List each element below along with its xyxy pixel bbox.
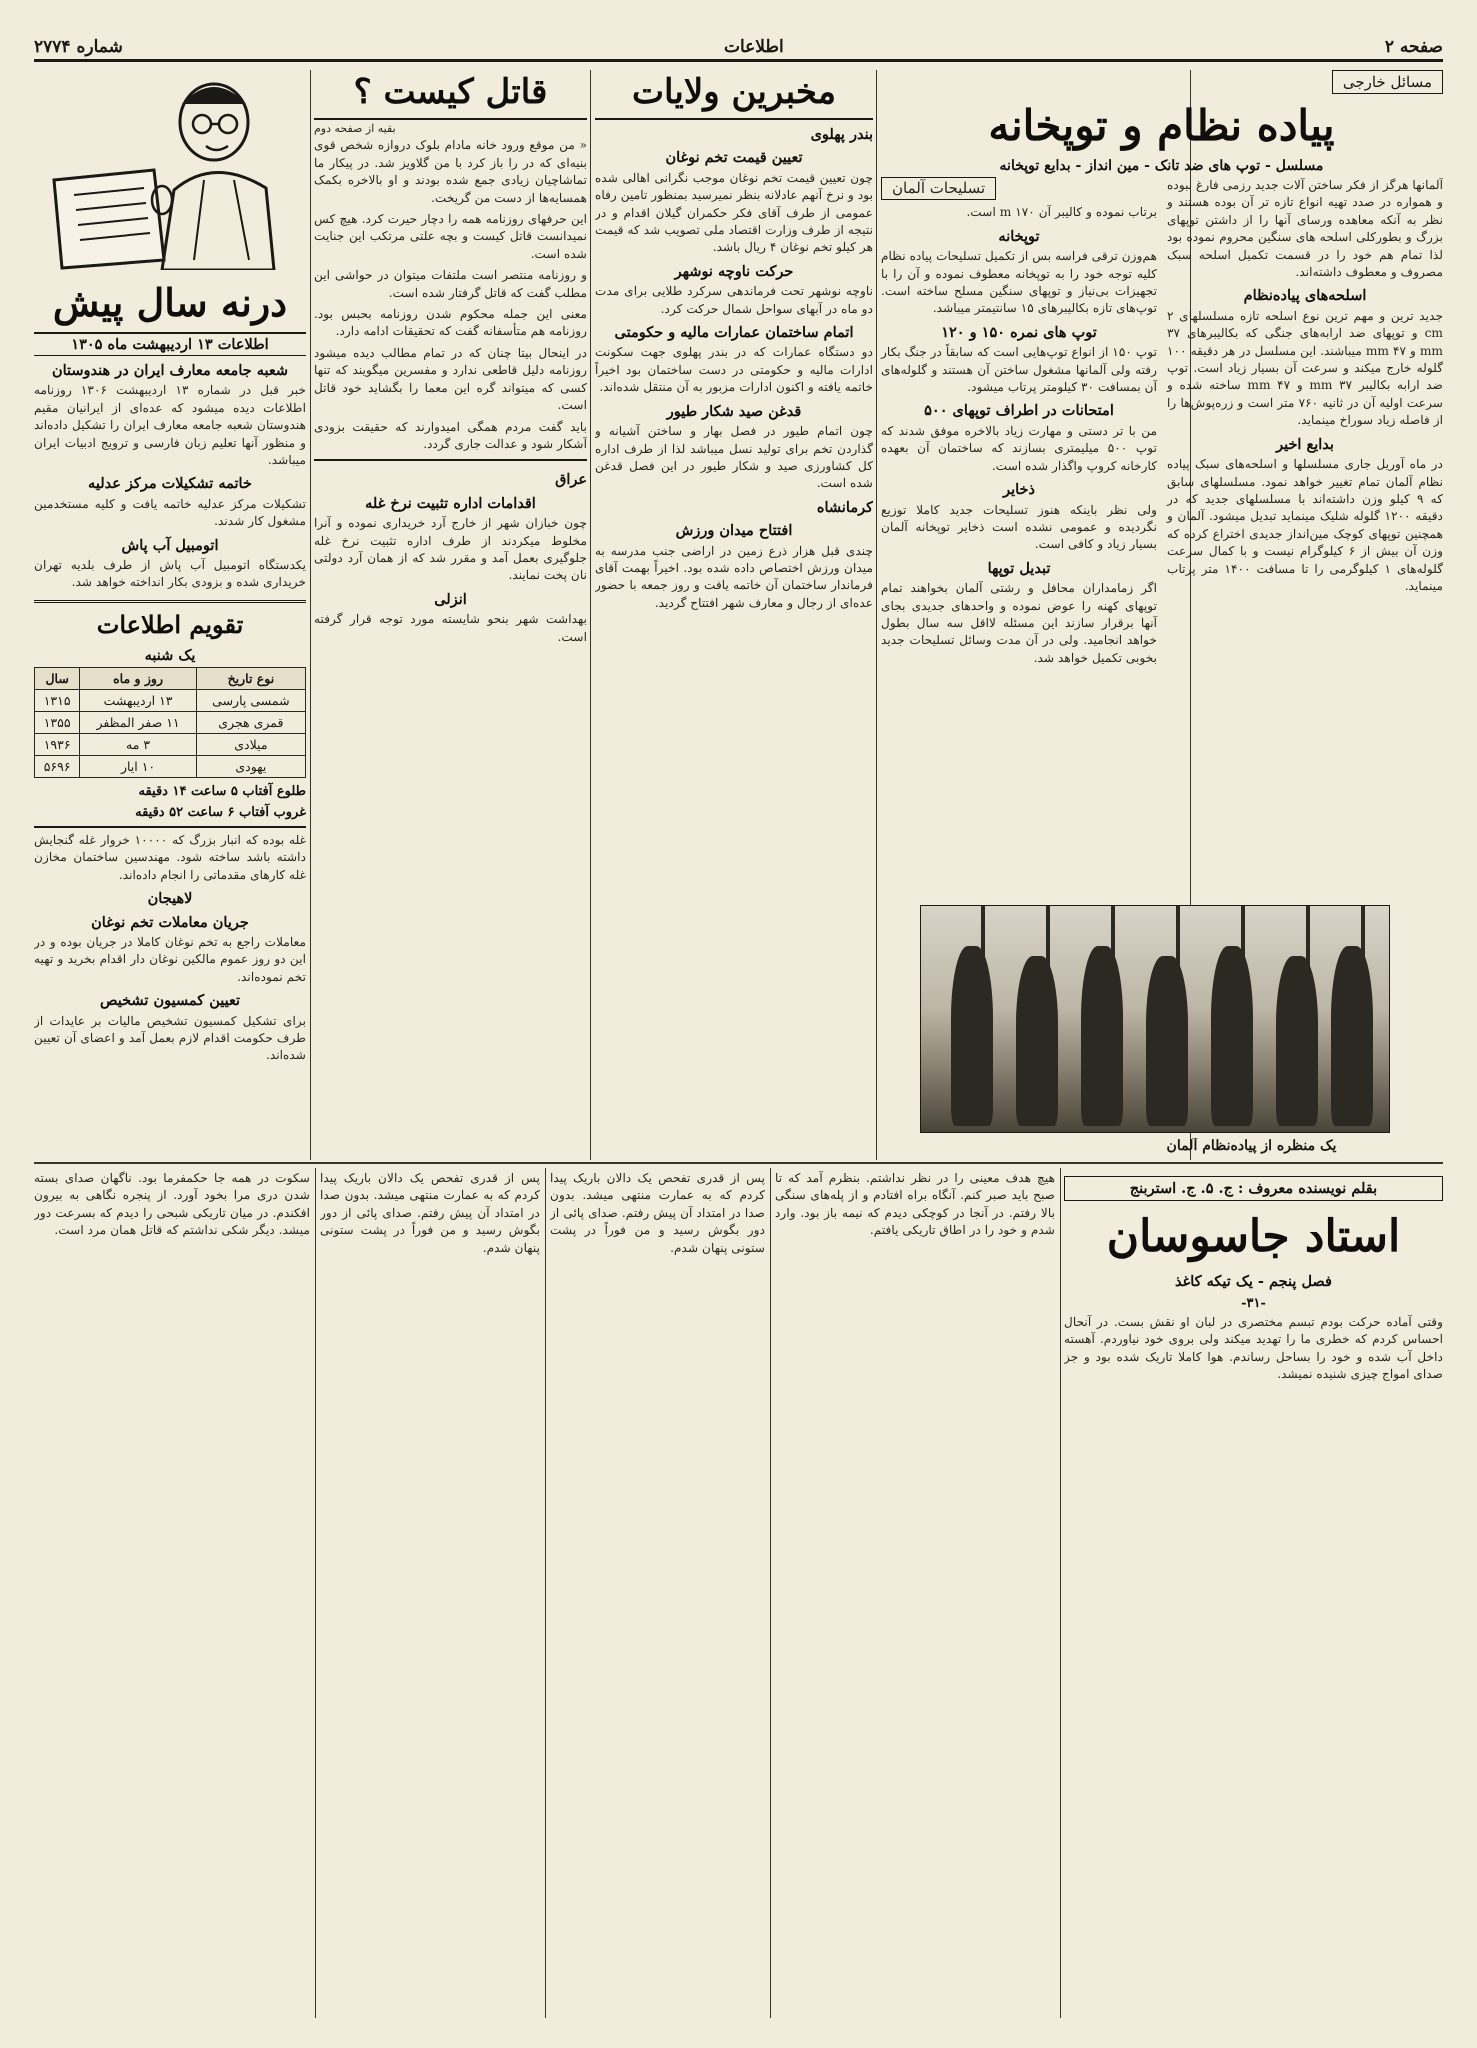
text-column [34, 362, 306, 592]
column-rule [1060, 1168, 1061, 2018]
paragraph: معنی این جمله محکوم شدن روزنامه بحبس بود. روزنامه هم متأسفانه گفت که تحقیقات ادامه دارد. [314, 307, 587, 339]
paragraph: غله بوده که انبار بزرگ که ۱۰۰۰۰ خروار غله گنجایش داشته باشد ساخته شود. مهندسین ساختمان مخازن غله کارهای مقدماتی را انجام داده‌اند. [34, 832, 306, 882]
soldier-figure [1016, 956, 1058, 1126]
paragraph: بهداشت شهر بنحو شایسته مورد توجه قرار گرفته است. [314, 612, 587, 644]
paragraph: چون خبازان شهر از خارج آرد خریداری نموده و آنرا مخلوط میکردند از طرف اداره تثبیت نرخ غله جلوگیری بعمل آمد و مقرر شد که از همان آرد دولتی نان پخت نمایند. [314, 516, 587, 583]
paragraph: هم‌وزن ترقی فراسه بس از تکمیل تسلیحات پیاده نظام کلیه توجه خود را به توپخانه معطوف نموده و آن را با تجهیزات بی‌نیاز و توپهای سنگین مسلح ساخته است. توپ‌های تازه بکالیبرهای ۱۵ سانتیمتر میباشد. [881, 249, 1157, 316]
table-cell: میلادی [196, 733, 305, 755]
paragraph: پس از قدری تفحص یک دالان باریک پیدا کردم که به عمارت منتهی میشد. بدون صدا در امتداد آن پیش رفتم. صدای پائی از دور بگوش رسید و من فوراً در پشت ستونی پنهان شدم. [550, 1171, 765, 1255]
paragraph: این حرفهای روزنامه همه را دچار حیرت کرد. هیچ کس نمیدانست قاتل کیست و بچه علتی مرتکب این جنایت شده است. [314, 212, 587, 261]
table-cell: ۱۹۳۶ [35, 733, 80, 755]
table-header: نوع تاریخ [196, 667, 305, 689]
section-tag: تسلیحات آلمان [881, 177, 996, 200]
table-cell: ۳ مه [80, 733, 196, 755]
iraq-section [314, 459, 587, 646]
soldier-figure [1331, 946, 1373, 1126]
paragraph: آلمانها هرگز از فکر ساختن آلات جدید رزمی فارغ نبوده و همواره در صدد تهیه انواع تازه تر آن بوده هستند و نظر به آنکه معاهده ورسای آنها را از داشتن توپهای بزرگ و بطورکلی اسلحه های سنگین محروم نموده بود لذا تمام هم خود را در قسمت تکمیل اسلحه سبک مصروف و معطوف داشته‌اند. [1167, 178, 1443, 280]
rifle-shape [981, 906, 985, 996]
subheading: تعیین قیمت تخم نوغان [665, 149, 803, 167]
left-column [34, 70, 306, 1160]
table-row [35, 755, 306, 777]
provinces-article [595, 70, 873, 1160]
table-row [35, 689, 306, 711]
serial-number: -۳۱- [1241, 1296, 1266, 1311]
city-heading: عراق [555, 471, 587, 489]
paragraph: باید گفت مردم همگی امیدوارند که حقیقت بزودی آشکار شود و عدالت جاری گردد. [314, 419, 587, 451]
section-divider [34, 1162, 1443, 1164]
page-header [34, 34, 1443, 62]
subheading: ذخایر [1003, 481, 1035, 499]
table-cell: ۱۰ ایار [80, 755, 196, 777]
article-title: قاتل کیست ؟ [314, 70, 587, 120]
paragraph: برتاب نموده و کالیبر آن ۱۷۰ m است. [966, 205, 1157, 220]
table-row [35, 733, 306, 755]
column-rule [315, 1168, 316, 2018]
paragraph: سکوت در همه جا حکمفرما بود. ناگهان صدای بسته شدن دری مرا بخود آورد. از پنجره نگاهی به بیرون افکندم. در میان تاریکی شبحی را دیدم که بسرعت دور میشد. دیگر شکی نداشتم که قاتل همان مرد است. [34, 1171, 310, 1238]
calendar-weekday: یک شنبه [144, 646, 196, 664]
subheading: بدایع اخیر [1276, 435, 1334, 453]
paragraph: چون اتمام طیور در فصل بهار و ساختن آشیانه و گذاردن تخم برای تولید نسل میباشد لذا از طرف اداره کل کشاورزی صید و شکار طیور در این فصل قدغن شده است. [595, 424, 873, 491]
calendar-title: تقویم اطلاعات [96, 609, 244, 639]
column-rule [310, 70, 311, 1160]
paragraph: هیچ هدف معینی را در نظر نداشتم. بنظرم آمد که تا صبح باید صبر کنم. آنگاه براه افتادم و از پله‌های سنگی بالا رفتم. در آنجا در کوچکی دیدم که نیمه باز بود. وارد شدم و خود را در اطاق تاریکی یافتم. [775, 1171, 1055, 1238]
table-cell: یهودی [196, 755, 305, 777]
subheading: حرکت ناوچه نوشهر [674, 262, 794, 280]
soldier-figure [951, 946, 993, 1126]
paragraph: اگر زمامداران محافل و رشتی آلمان بخواهند تمام توپهای کهنه را عوض نموده و واحدهای جدیدی بجای آنها برقرار سازند این مسئله لااقل سه سال بطول خواهد انجامید. ولی در آن مدت وسائل تسلیحات جدید بخوبی تکمیل خواهد شد. [881, 581, 1157, 665]
subheading: اسلحه‌های پیاده‌نظام [1243, 287, 1367, 305]
text-column [1064, 1314, 1443, 1384]
subheading: خاتمه تشکیلات مرکز عدلیه [88, 475, 252, 493]
subheading: افتتاح میدان ورزش [675, 522, 793, 540]
paragraph: معاملات راجع به تخم نوغان کاملا در جریان بوده و در این دو روز عموم مالکین نوغان دار اقدام بخرید و تهیه تخم نموده‌اند. [34, 934, 306, 984]
subheading: شعبه جامعه معارف ایران در هندوستان [51, 362, 289, 379]
paragraph: توپ ۱۵۰ از انواع توپ‌هایی است که سابقاً در جنگ بکار رفته ولی آلمانها مشغول ساختن آن هستند و گلوله‌های آن بمسافت ۳۰ کیلومتر پرتاب میشود. [881, 345, 1157, 395]
section-tag: مسائل خارجی [1332, 70, 1443, 94]
table-header: روز و ماه [80, 667, 196, 689]
table-cell: ۱۱ صفر المظفر [80, 711, 196, 733]
city-heading: بندر پهلوی [810, 126, 873, 143]
paragraph: وقتی آماده حرکت بودم تبسم مختصری در لبان او نقش بست. در آنحال احساس کردم که خطری ما را تهدید میکند ولی بروی خود نیاوردم. آهسته داخل آب شده و خود را بساحل رساندم. هوا کاملا تاریک شده بود و جز صدای امواج چیزی شنیده نمیشد. [1064, 1315, 1443, 1382]
paragraph: در اینحال بیتا چنان که در تمام مطالب دیده میشود روزنامه دلیل قاطعی ندارد و مفسرین میگویند که تنها کسی که میتواند گره این معما را بگشاید خود قاتل است. [314, 345, 587, 413]
newspaper-name: اطلاعات [723, 36, 784, 57]
rifle-shape [1241, 906, 1245, 996]
subheading: قدغن صید شکار طیور [666, 402, 802, 420]
text-column [314, 120, 587, 453]
subheading: اقدامات اداره تثبیت نرخ غله [365, 494, 536, 512]
subheading: تعیین کمسیون تشخیص [99, 992, 241, 1010]
text-column [881, 177, 1157, 671]
history-date: اطلاعات ۱۳ اردیبهشت ماه ۱۳۰۵ [34, 332, 306, 356]
table-cell: شمسی پارسی [196, 689, 305, 711]
subheading: جریان معاملات تخم نوغان [91, 913, 249, 931]
serial-chapter: فصل پنجم - یک تیکه کاغذ [1175, 1273, 1332, 1290]
article-title: پیاده نظام و توپخانه [988, 101, 1335, 150]
history-title: درنه سال پیش [52, 280, 288, 325]
paragraph: پس از قدری تفحص یک دالان باریک پیدا کردم که به عمارت منتهی میشد. بدون صدا در امتداد آن پیش رفتم. صدای پائی از دور بگوش رسید و من فوراً در پشت ستونی پنهان شدم. [320, 1171, 540, 1255]
rifle-shape [1046, 906, 1050, 996]
paragraph: برای تشکیل کمسیون تشخیص مالیات بر عایدات از طرف حکومت اقدام لازم بعمل آمد و اعضای آن تعیین شده‌اند. [34, 1013, 306, 1063]
table-cell: ۱۳۱۵ [35, 689, 80, 711]
city-heading: کرمانشاه [816, 498, 873, 516]
subheading: تبدیل توپها [987, 559, 1051, 577]
killer-article [314, 70, 587, 1160]
paragraph: چندی قبل هزار ذرع زمین در اراضی جنب مدرسه به میدان ورزش اختصاص داده شده بود. اخیراً بهمت آقای فرماندار ساختمان آن خاتمه یافت و روز جمعه با حضور عده‌ای از رجال و معارف شهر افتتاح گردید. [595, 543, 873, 610]
text-column [34, 1170, 310, 2018]
column-rule [545, 1168, 546, 2018]
rifle-shape [1111, 906, 1115, 996]
column-rule [590, 70, 591, 1160]
text-column [550, 1170, 765, 2018]
subheading: امتحانات در اطراف توپهای ۵۰۰ [924, 402, 1114, 420]
paragraph: چون تعیین قیمت تخم نوغان موجب نگرانی اهالی شده بود و نرخ آنهم عادلانه بنظر نمیرسید بمنظور تامین رفاه عمومی از طرف آقای فکر حکمران گیلان اقدام و در نتیجه از طرف وزارت اقتصاد ملی تصویب شد که قیمت هر کیلو تخم نوغان ۴ ریال باشد. [595, 170, 873, 255]
table-cell: ۱۳۵۵ [35, 711, 80, 733]
paragraph: در ماه آوریل جاری مسلسلها و اسلحه‌های سبک پیاده نظام آلمان تمام تغییر خواهد نمود. مسلسلهای سابق که ۹ کیلو وزن داشته‌اند با مسلسلهای جدید که در دقیقه ۱۲۰۰ گلوله شلیک مینماید تبدیل میشود. آلمان و همچنین توپهای کوچک مین‌انداز جدیدی اختراع کرده که وزن آن بیش از ۶ کیلوگرام نیست و با کمال سرعت گلوله‌های ۱ کیلوگرمی را تا مسافت ۱۴۰۰ متر پرتاب مینماید. [1167, 457, 1443, 593]
article-title: مخبرین ولایات [595, 70, 873, 120]
paragraph: دو دستگاه عمارات که در بندر پهلوی جهت سکونت ادارات مالیه و حکومتی در دست ساختمان بود اخیراً خاتمه یافته و اکنون ادارات مزبور به آن منتقل شده‌اند. [595, 345, 873, 395]
column-rule [876, 70, 877, 1160]
serial-author: بقلم نویسنده معروف : ج. ۵. ج. استربنج [1064, 1176, 1443, 1201]
table-cell: ۱۳ اردیبهشت [80, 689, 196, 711]
paragraph: جدید ترین و مهم ترین نوع اسلحه تازه مسلسلهای ۲ cm و توپهای ضد ارابه‌های جنگی که بکالیبرهای ۳۷ mm و ۴۷ mm میباشند. این مسلسل در هر دقیقه ۱۰۰ گلوله خارج میکند و سرعت آن بسیار زیاد است. توپ ضد ارابه بکالیبر ۳۷ mm و ۴۷ mm ساخته شده و سرعت اولیه آن در ثانیه ۷۶۰ متر است و زره‌پوش‌ها را از فاصله زیاد سوراخ مینماید. [1167, 308, 1443, 428]
paragraph: « من موقع ورود خانه مادام بلوک دروازه شخص قوی بنیه‌ای که در را باز کرد با من گلاویز شد. در پیکار ما تماشاچیان زیادی جمع شده بودند و او بالاخره بکمک همسایه‌ها از دست من گریخت. [314, 138, 587, 205]
subheading: توپخانه [998, 227, 1040, 245]
page-number: صفحه ۲ [1384, 36, 1443, 57]
subheading: اتومبیل آب پاش [121, 536, 219, 554]
text-column [1167, 177, 1443, 671]
paragraph: خبر قبل در شماره ۱۳ اردیبهشت ۱۳۰۶ روزنامه اطلاعات دیده میشود که عده‌ای از ایرانیان مقیم هندوستان شعبه جامعه معارف ایران را تشکیل داده‌اند و منظور آنها تعلیم زبان فارسی و ترویج ادبیات ایران میباشد. [34, 383, 306, 468]
soldier-figure [1276, 956, 1318, 1126]
subheading: توپ های نمره ۱۵۰ و ۱۲۰ [941, 323, 1097, 341]
calendar-box [34, 600, 306, 820]
text-column [775, 1170, 1055, 2018]
photo-caption: یک منظره از پیاده‌نظام آلمان [1166, 1138, 1337, 1154]
soldier-figure [1146, 956, 1188, 1126]
paragraph: یکدستگاه اتومبیل آب پاش از طرف بلدیه تهران خریداری شده و بزودی بکار انداخته خواهد شد. [34, 558, 306, 590]
paragraph: و روزنامه منتصر است ملتفات میتوان در حواشی این مطلب گفت که قاتل گرفتار شده است. [314, 268, 587, 300]
rifle-shape [1306, 906, 1310, 996]
article-subtitle: مسلسل - توپ های ضد تانک - مین انداز - بدایع توپخانه [999, 158, 1324, 174]
sunrise-time: طلوع آفتاب ۵ ساعت ۱۴ دقیقه [138, 783, 306, 799]
continued-note: بقیه از صفحه دوم [314, 122, 396, 135]
reading-man-illustration [34, 70, 306, 270]
column-rule [770, 1168, 771, 2018]
soldier-figure [1081, 946, 1123, 1126]
serial-title: استاد جاسوسان [1106, 1211, 1401, 1262]
photo-frame [920, 905, 1390, 1133]
table-row [35, 711, 306, 733]
table-header: سال [35, 667, 80, 689]
city-heading: لاهیجان [147, 890, 193, 908]
paragraph: تشکیلات مرکز عدلیه خاتمه یافت و کلیه مستخدمین مشغول کار شدند. [34, 496, 306, 529]
calendar-table [34, 667, 306, 778]
soldier-figure [1211, 946, 1253, 1126]
issue-number: شماره ۲۷۷۴ [34, 36, 123, 57]
rifle-shape [1361, 906, 1365, 996]
text-column [320, 1170, 540, 2018]
rifle-shape [1176, 906, 1180, 996]
paragraph: ولی نظر باینکه هنوز تسلیحات جدید کاملا توزیع نگردیده و عمومی نشده است ذخایر توپخانه آلمان بسیار زیاد و کافی است. [881, 502, 1157, 552]
sunset-time: غروب آفتاب ۶ ساعت ۵۲ دقیقه [135, 804, 306, 820]
paragraph: من با تر دستی و مهارت زیاد بالاخره موفق شدند که توپ ۵۰۰ میلیمتری بسازند که ساختمان آن بعهده کارخانه کروپ واگذار شده است. [881, 423, 1157, 473]
text-column [595, 126, 873, 612]
serial-story-header-column [1064, 1170, 1443, 2018]
table-cell: قمری هجری [196, 711, 305, 733]
city-heading: انزلی [434, 590, 467, 608]
table-cell: ۵۶۹۶ [35, 755, 80, 777]
subheading: اتمام ساختمان عمارات مالیه و حکومتی [614, 324, 854, 342]
paragraph: ناوچه نوشهر تحت فرماندهی سرکرد طلایی برای مدت دو ماه در آبهای سواحل شمال حرکت کرد. [595, 284, 873, 316]
economy-section [34, 826, 306, 1065]
